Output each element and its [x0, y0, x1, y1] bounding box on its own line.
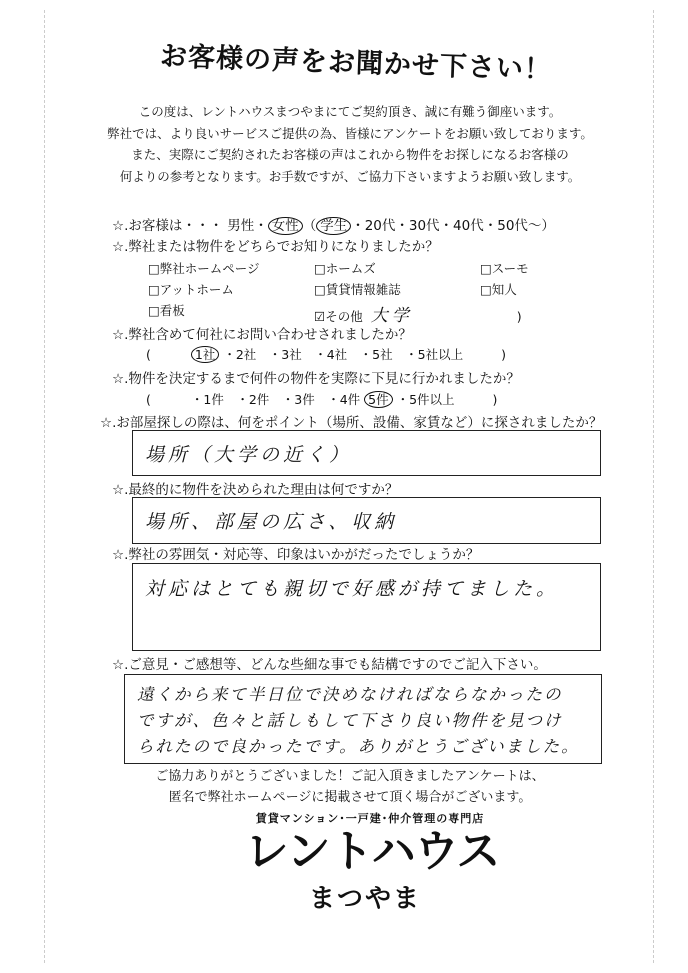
inquiry-count-options: ( 1社 ・2社 ・3社 ・4社 ・5社 ・5社以上 )	[146, 347, 506, 362]
company-logo-subtitle: まつやま	[308, 884, 421, 914]
question-viewing-count: ☆.物件を決定するまで何件の物件を実際に下見に行かれましたか？	[112, 371, 520, 387]
option-other-checked: ☑その他 大学 )	[314, 306, 522, 326]
other-handwritten-answer: 大学	[370, 306, 413, 326]
question-inquiry-count: ☆.弊社含めて何社にお問い合わせされましたか？	[112, 327, 412, 343]
option-5ken-circled: 5件	[364, 391, 392, 408]
option-ages: 20代・30代・40代・50代～	[364, 218, 542, 234]
handwritten-answer: 場所（大学の近く）	[145, 444, 353, 466]
closing-text	[110, 766, 590, 808]
handwritten-answer-line: 遠くから来て半日位で決めなければならなかったの	[137, 685, 563, 704]
handwritten-answer: 対応はとても親切で好感が持てました。	[145, 578, 560, 600]
handwritten-answer-line: ですが、色々と話しもして下さり良い物件を見つけ	[137, 711, 563, 730]
intro-line: また、実際にご契約されたお客様の声はこれから物件をお探しになるお客様の	[131, 147, 569, 162]
viewing-count-options: ( ・1件 ・2件 ・3件 ・4件 5件 ・5件以上 )	[146, 392, 498, 407]
intro-line: この度は、レントハウスまつやまにてご契約頂き、誠に有難う御座います。	[138, 104, 562, 119]
intro-line: 何よりの参考となります。お手数ですが、ご協力下さいますようお願い致します。	[119, 168, 581, 184]
option-rental-magazine: □賃貸情報雑誌	[314, 282, 401, 297]
answer-box-search-point	[132, 430, 601, 476]
option-homes: □ホームズ	[314, 261, 376, 276]
closing-line: ご協力ありがとうございました！ご記入頂きましたアンケートは、	[155, 769, 545, 784]
company-tagline: 賃貸マンション･一戸建･仲介管理の専門店	[255, 812, 485, 825]
answer-box-decision-reason	[132, 497, 601, 544]
option-female-circled: 女性	[268, 217, 303, 235]
question-search-point: ☆.お部屋探しの際は、何をポイント（場所、設備、家賃など）に探されましたか？	[100, 415, 603, 431]
option-5ken-plus: ・5件以上	[396, 392, 455, 407]
question-label: ☆.お客様は・・・	[112, 218, 223, 234]
option-signboard: □看板	[148, 303, 185, 318]
option-company-homepage: □弊社ホームページ	[148, 261, 260, 276]
handwritten-answer-line: られたので良かったです。ありがとうございました。	[137, 737, 580, 756]
option-acquaintance: □知人	[480, 282, 517, 297]
question-comments: ☆.ご意見・ご感想等、どんな些細な事でも結構ですのでご記入下さい。	[112, 657, 547, 673]
answer-box-impression	[132, 563, 601, 651]
company-logo: レントハウス	[244, 826, 500, 877]
question-how-found: ☆.弊社または物件をどちらでお知りになりましたか？	[112, 239, 439, 255]
answer-box-comments	[124, 674, 602, 764]
page-title: お客様の声をお聞かせ下さい！	[159, 41, 553, 86]
closing-line: 匿名で弊社ホームページに掲載させて頂く場合がございます。	[168, 790, 532, 805]
option-suumo: □スーモ	[480, 261, 529, 276]
option-student-circled: 学生	[316, 217, 351, 235]
option-male: 男性	[227, 218, 255, 234]
option-other-label: ☑その他	[314, 309, 363, 324]
question-impression: ☆.弊社の雰囲気・対応等、印象はいかがだったでしょうか？	[112, 547, 480, 563]
intro-text	[80, 101, 620, 187]
option-counts: ・1件 ・2件 ・3件 ・4件	[190, 392, 361, 407]
question-customer-type: ☆.お客様は・・・ 男性・ 女性 （ 学生 ・20代・30代・40代・50代～）	[112, 218, 555, 234]
handwritten-answer: 場所、部屋の広さ、収納	[145, 511, 398, 533]
intro-line: 弊社では、より良いサービスご提供の為、皆様にアンケートをお願い致しております。	[107, 125, 593, 141]
option-athome: □アットホーム	[148, 282, 234, 297]
question-decision-reason: ☆.最終的に物件を決められた理由は何ですか？	[112, 482, 399, 498]
right-margin-edge	[653, 10, 680, 963]
left-margin-edge	[18, 10, 45, 963]
option-other-counts: ・2社 ・3社 ・4社 ・5社 ・5社以上	[223, 347, 464, 362]
option-1sha-circled: 1社	[191, 346, 219, 363]
